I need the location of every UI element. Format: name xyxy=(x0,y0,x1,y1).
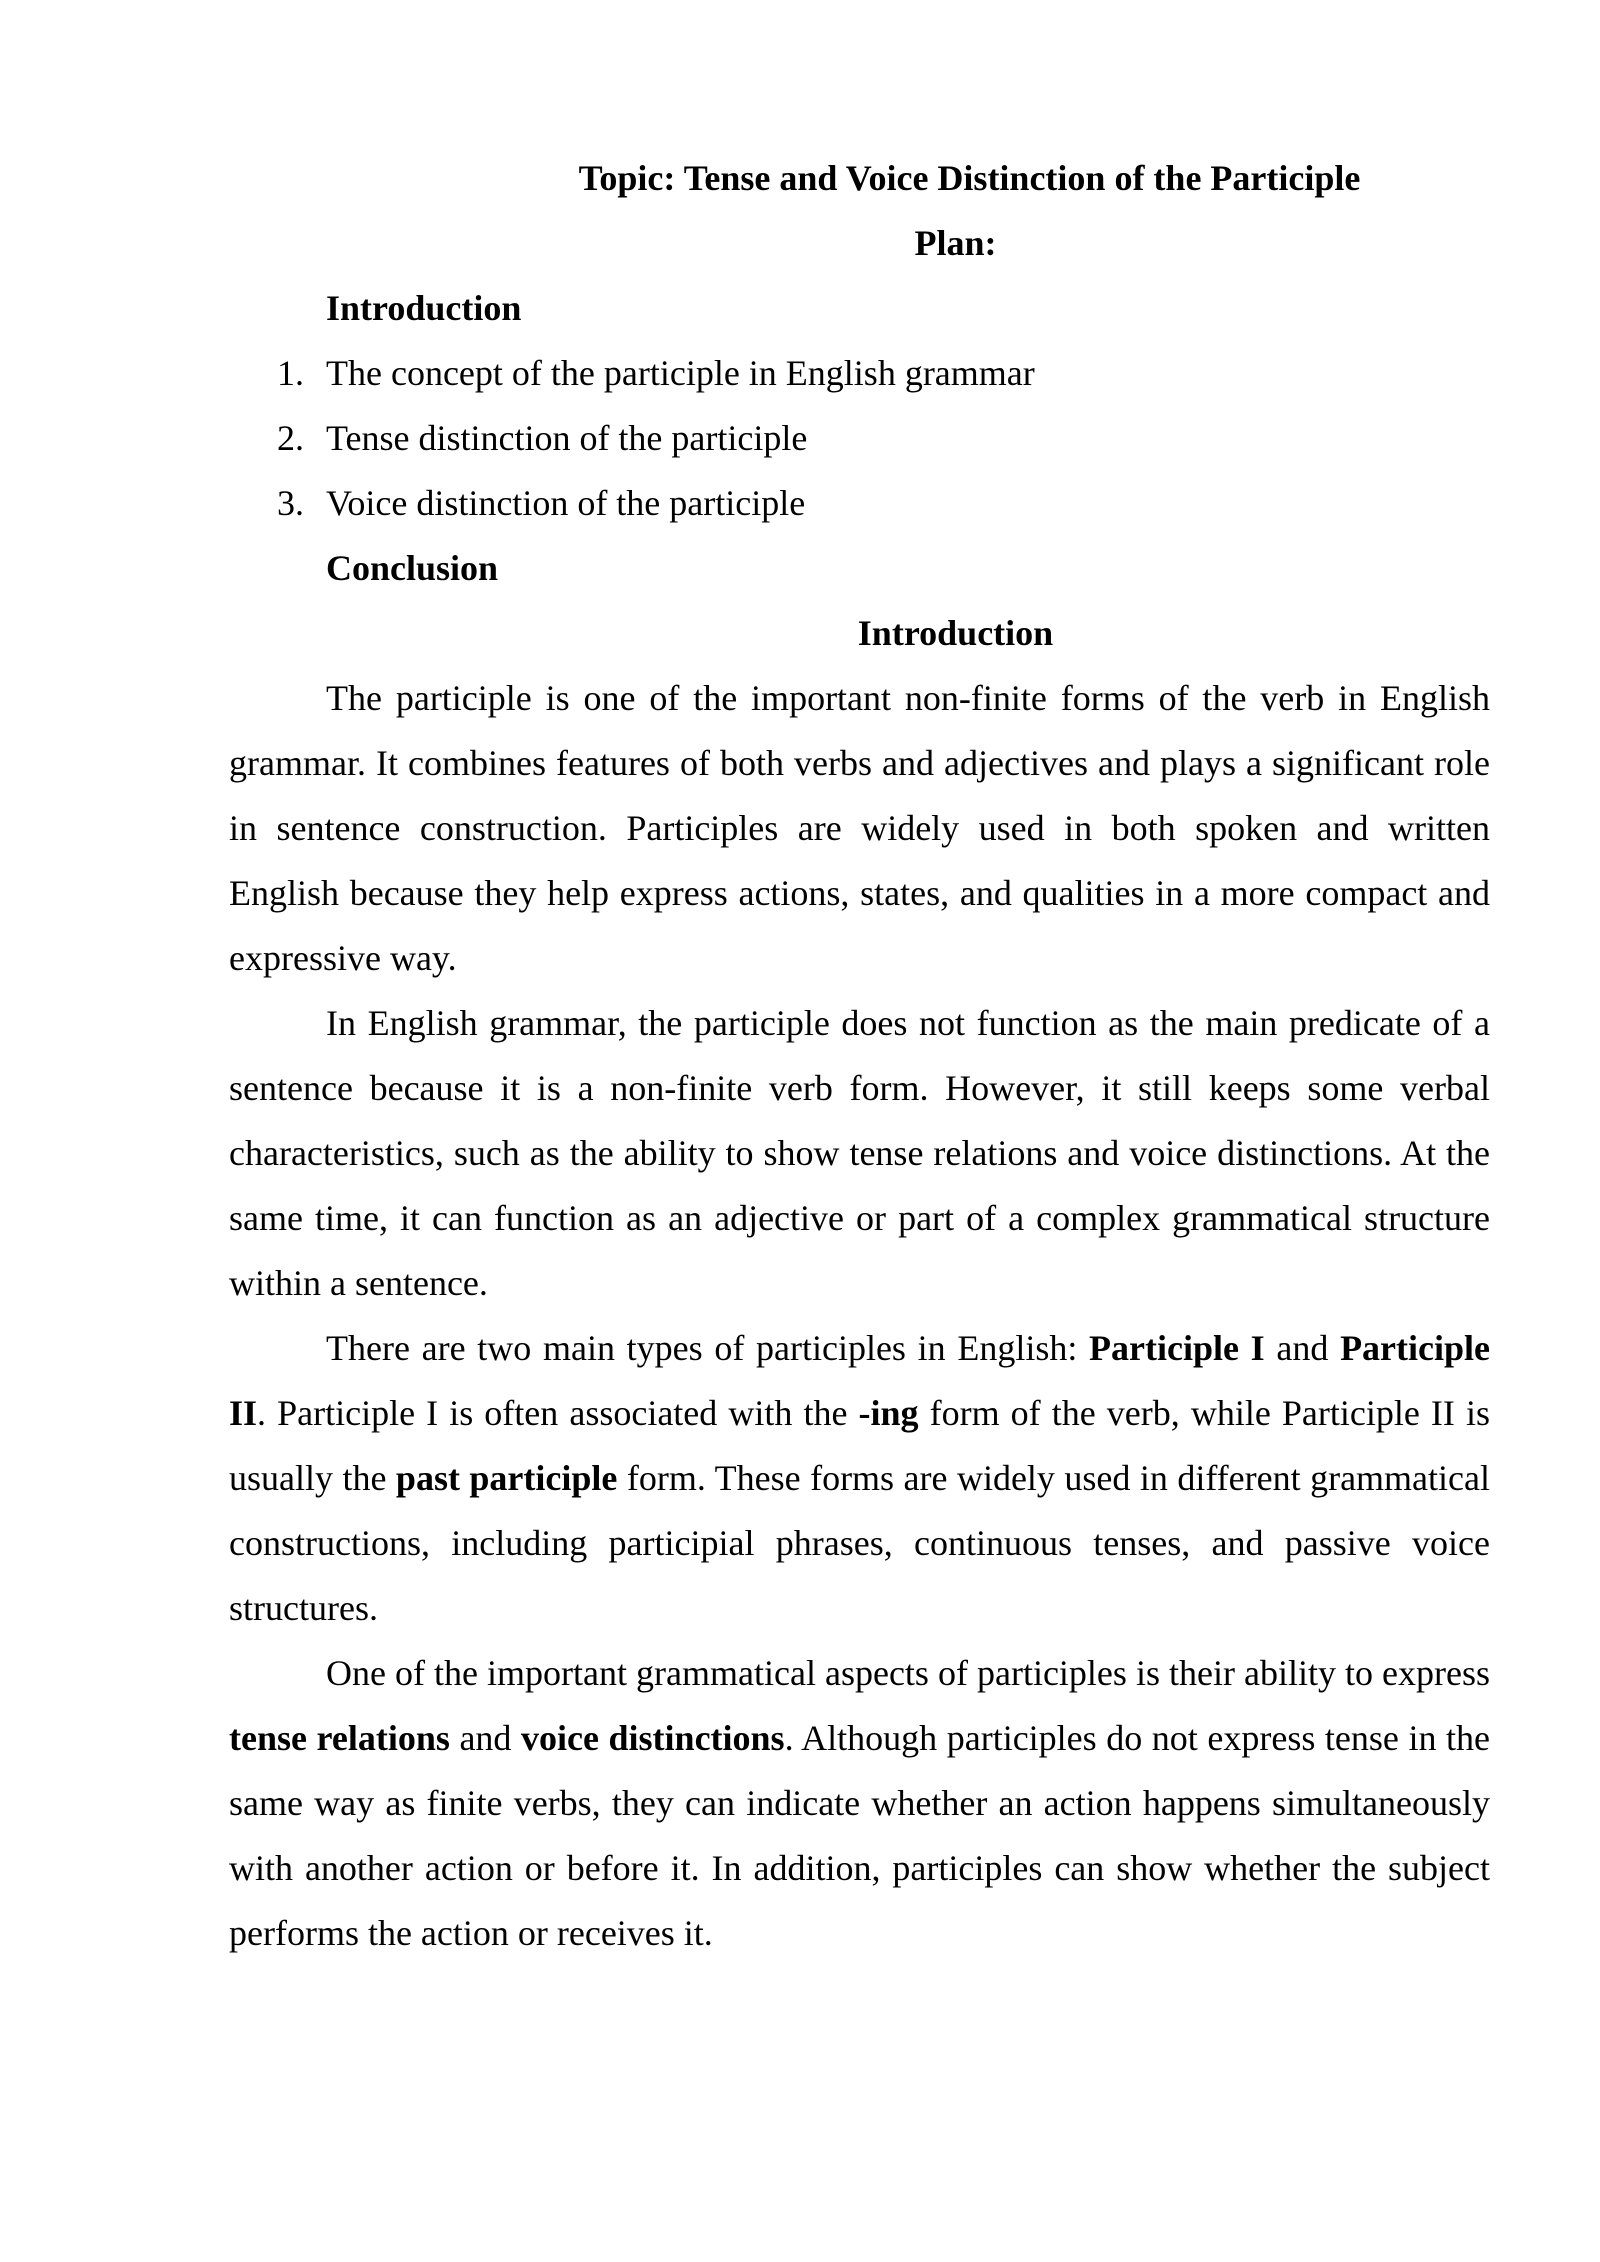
bold-term: Participle I xyxy=(1089,1328,1265,1368)
plan-item-text: Voice distinction of the participle xyxy=(326,483,806,523)
text-run: . Although participles do not express tense in the same way as finite verbs, they can indicate whether an action happens simultaneously with another action or before it. In addition, participles can show whether the subject performs the action or receives it. xyxy=(229,1718,1490,1953)
text-run: and xyxy=(1264,1328,1341,1368)
bold-term: -ing xyxy=(858,1393,919,1433)
bold-term: Participle II xyxy=(229,1328,1491,1433)
plan-item-number: 2. xyxy=(277,418,304,458)
text-run: There are two main types of participles in English: xyxy=(326,1328,1090,1368)
text-run: . Participle I is often associated with the xyxy=(257,1393,859,1433)
paragraph-4 xyxy=(229,1641,1490,1966)
plan-introduction: Introduction xyxy=(326,288,522,328)
plan-conclusion: Conclusion xyxy=(326,548,499,588)
plan-item xyxy=(229,471,1490,536)
topic-title: Topic: Tense and Voice Distinction of the Participle xyxy=(578,158,1361,198)
plan-item-text: The concept of the participle in English grammar xyxy=(326,353,1035,393)
bold-term: past participle xyxy=(395,1458,618,1498)
plan-item-number: 3. xyxy=(277,483,304,523)
plan-item xyxy=(229,406,1490,471)
text-run: form of the verb, while Participle II is usually the xyxy=(229,1393,1490,1498)
plan-item-text: Tense distinction of the participle xyxy=(326,418,808,458)
plan-item xyxy=(229,341,1490,406)
plan-outline xyxy=(229,276,1490,601)
paragraph-1: The participle is one of the important non-finite forms of the verb in English grammar. It combines features of both verbs and adjectives and plays a significant role in sentence construction. Participles are widely used in both spoken and written English because they help express actions, states, and qualities in a more compact and expressive way. xyxy=(229,678,1490,978)
bold-term: voice distinctions xyxy=(521,1718,785,1758)
plan-title: Plan: xyxy=(914,223,997,263)
text-run: One of the important grammatical aspects of participles is their ability to express xyxy=(326,1653,1490,1693)
page-content xyxy=(229,146,1490,1966)
section-heading-introduction: Introduction xyxy=(857,613,1054,653)
text-run: form. These forms are widely used in different grammatical constructions, including participial phrases, continuous tenses, and passive voice structures. xyxy=(229,1458,1490,1628)
text-run: and xyxy=(449,1718,521,1758)
plan-list xyxy=(229,341,1490,536)
bold-term: tense relations xyxy=(229,1718,450,1758)
paragraph-2: In English grammar, the participle does not function as the main predicate of a sentence because it is a non-finite verb form. However, it still keeps some verbal characteristics, such as the ability to show tense relations and voice distinctions. At the same time, it can function as an adjective or part of a complex grammatical structure within a sentence. xyxy=(229,1003,1490,1303)
plan-item-number: 1. xyxy=(277,353,304,393)
paragraph-3 xyxy=(229,1316,1490,1641)
